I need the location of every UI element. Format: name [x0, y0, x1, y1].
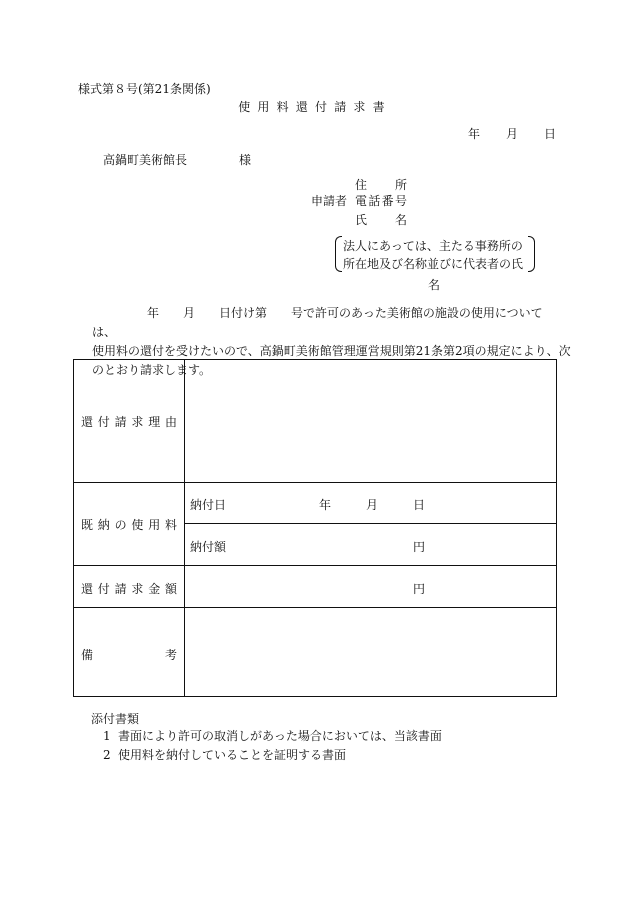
request-date [436, 125, 556, 142]
row-divider [184, 523, 556, 524]
row-divider [74, 482, 556, 483]
paid-amount-unit: 円 [413, 540, 426, 554]
corp-note-line-1: 法人にあっては、主たる事務所の [343, 239, 523, 253]
phone-label: 電話番号 [355, 194, 407, 208]
applicant-caption: 申請者 [311, 194, 348, 208]
body-line-3: のとおり請求します。 [92, 363, 212, 377]
addressee-name: 高鍋町美術館長 [103, 153, 188, 167]
document-title: 使用料還付請求書 [238, 100, 392, 114]
paid-date-label: 納付日 [190, 498, 227, 512]
name-label: 氏名 [355, 213, 407, 227]
paid-date-month: 月 [366, 498, 379, 512]
form-number: 様式第８号(第21条関係) [78, 82, 211, 96]
body-line-1: 年 月 日付け第 号で許可のあった美術館の施設の使用については、 [92, 306, 543, 339]
corporation-note [335, 236, 535, 272]
paid-date-day: 日 [413, 498, 426, 512]
refund-amount-unit: 円 [413, 582, 426, 596]
date-month: 月 [506, 127, 519, 141]
body-line-2: 使用料の還付を受けたいので、高鍋町美術館管理運営規則第21条第2項の規定により、次 [92, 344, 571, 358]
date-day: 日 [544, 127, 557, 141]
address-label: 住所 [355, 178, 407, 192]
paid-fee-label: 既納の使用料 [81, 518, 177, 532]
honorific: 様 [239, 153, 252, 167]
bracket-right [528, 236, 535, 272]
refund-amount-label: 還付請求金額 [81, 582, 177, 596]
corp-note-tail: 名 [428, 278, 441, 292]
attachment-item [103, 746, 346, 763]
attachment-text: 使用料を納付していることを証明する書面 [118, 748, 347, 762]
paid-amount-label: 納付額 [190, 540, 227, 554]
attachment-number: 2 [103, 748, 111, 762]
remarks-label: 備考 [81, 648, 177, 662]
bracket-left [335, 236, 342, 272]
attachments-heading: 添付書類 [91, 712, 140, 726]
paid-date-year: 年 [319, 498, 332, 512]
attachment-text: 書面により許可の取消しがあった場合においては、当該書面 [118, 729, 442, 743]
attachment-item [103, 727, 442, 744]
row-divider [74, 565, 556, 566]
attachment-number: 1 [103, 729, 111, 743]
request-table [73, 359, 557, 697]
addressee [103, 151, 251, 168]
remarks-field[interactable] [184, 608, 556, 696]
corp-note-line-2: 所在地及び名称並びに代表者の氏 [343, 257, 524, 271]
reason-label: 還付請求理由 [81, 415, 177, 429]
date-year: 年 [468, 127, 481, 141]
reason-field[interactable] [184, 361, 556, 481]
